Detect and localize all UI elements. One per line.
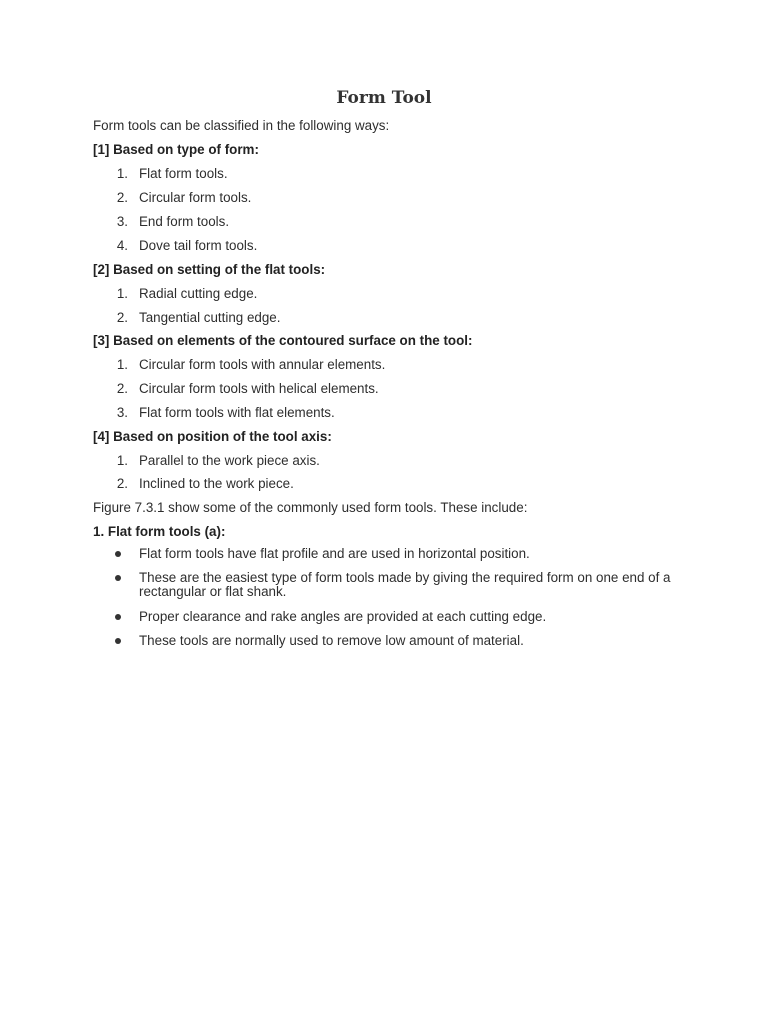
bullet-item: These are the easiest type of form tools made by giving the required form on one end of a rectangular or flat shank. bbox=[139, 570, 671, 599]
list-number: 3. bbox=[116, 214, 128, 229]
list-number: 1. bbox=[116, 357, 128, 372]
list-number: 2. bbox=[116, 310, 128, 325]
list-item: Dove tail form tools. bbox=[139, 238, 258, 253]
list-item: Tangential cutting edge. bbox=[139, 310, 281, 325]
list-number: 2. bbox=[116, 476, 128, 491]
list-number: 1. bbox=[116, 166, 128, 181]
list-item: Inclined to the work piece. bbox=[139, 476, 294, 491]
bullet-dot bbox=[115, 551, 121, 557]
intro-text: Form tools can be classified in the following ways: bbox=[93, 118, 390, 133]
list-number: 3. bbox=[116, 405, 128, 420]
list-item: Circular form tools with annular elements. bbox=[139, 357, 386, 372]
figure-text: Figure 7.3.1 show some of the commonly used form tools. These include: bbox=[93, 500, 528, 515]
bullet-dot bbox=[115, 638, 121, 644]
list-number: 2. bbox=[116, 381, 128, 396]
bullet-dot bbox=[115, 575, 121, 581]
list-number: 2. bbox=[116, 190, 128, 205]
list-item: Flat form tools with flat elements. bbox=[139, 405, 335, 420]
list-item: Parallel to the work piece axis. bbox=[139, 453, 320, 468]
section-heading-3: [3] Based on elements of the contoured surface on the tool: bbox=[93, 333, 473, 348]
list-item: Flat form tools. bbox=[139, 166, 228, 181]
section-heading-1: [1] Based on type of form: bbox=[93, 142, 259, 157]
list-number: 4. bbox=[116, 238, 128, 253]
list-number: 1. bbox=[116, 453, 128, 468]
section-heading-4: [4] Based on position of the tool axis: bbox=[93, 429, 332, 444]
list-item: Circular form tools with helical elements. bbox=[139, 381, 379, 396]
list-item: End form tools. bbox=[139, 214, 230, 229]
list-number: 1. bbox=[116, 286, 128, 301]
bullet-dot bbox=[115, 614, 121, 620]
list-item: Radial cutting edge. bbox=[139, 286, 258, 301]
page-title: Form Tool bbox=[336, 88, 432, 108]
bullet-item: These tools are normally used to remove low amount of material. bbox=[139, 633, 524, 648]
bullet-item: Proper clearance and rake angles are provided at each cutting edge. bbox=[139, 609, 547, 624]
list-item: Circular form tools. bbox=[139, 190, 252, 205]
bullet-item: Flat form tools have flat profile and are used in horizontal position. bbox=[139, 546, 530, 561]
flat-form-heading: 1. Flat form tools (a): bbox=[93, 524, 226, 539]
section-heading-2: [2] Based on setting of the flat tools: bbox=[93, 262, 326, 277]
